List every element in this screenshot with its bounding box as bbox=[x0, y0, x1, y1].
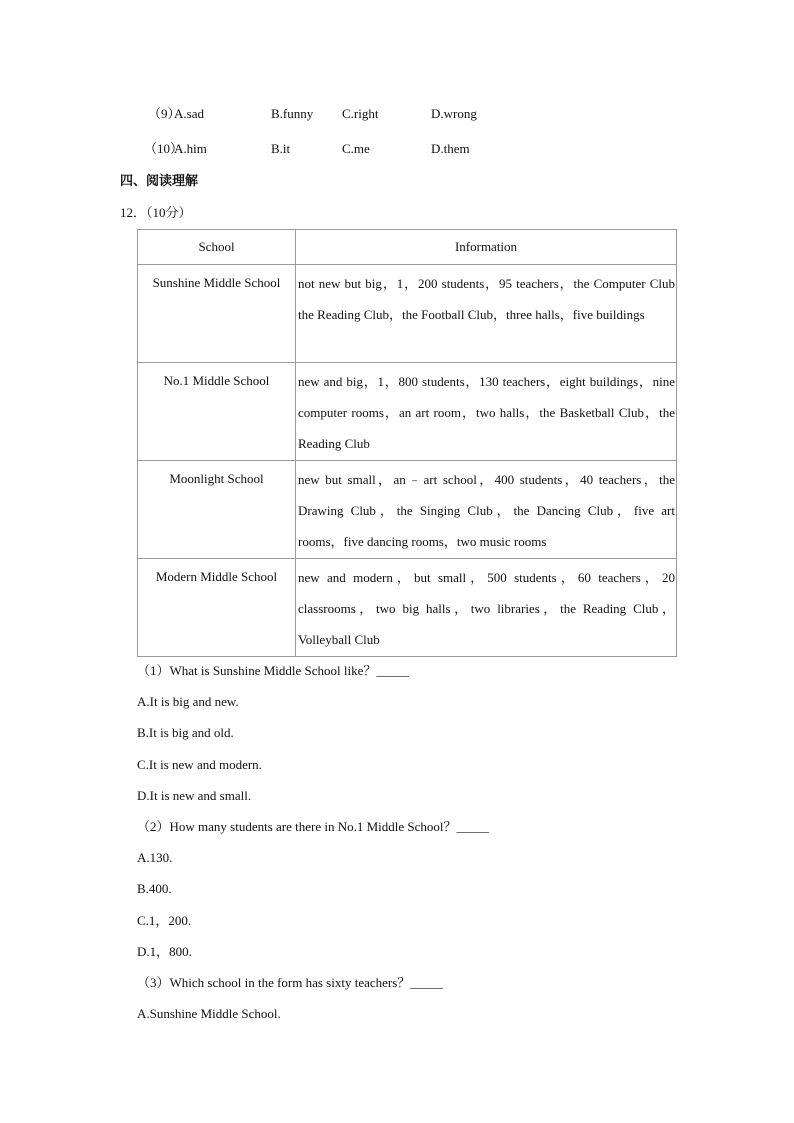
school-info: new and big，1，800 students，130 teachers，eight buildings，nine computer rooms，an art room，two halls，the Basketball Club，the Reading Club bbox=[296, 363, 677, 461]
school-name: No.1 Middle School bbox=[138, 363, 296, 461]
answer-option: B.It is big and old. bbox=[137, 725, 234, 740]
header-information: Information bbox=[296, 230, 677, 265]
answer-option: C.It is new and modern. bbox=[137, 757, 262, 772]
option-a: A.him bbox=[174, 141, 207, 156]
header-school: School bbox=[138, 230, 296, 265]
answer-option: A.It is big and new. bbox=[137, 694, 239, 709]
option-a: A.sad bbox=[174, 106, 204, 121]
table-row bbox=[138, 461, 677, 559]
option-c: C.me bbox=[342, 141, 370, 156]
school-name: Moonlight School bbox=[138, 461, 296, 559]
school-info: not new but big，1，200 students，95 teachers，the Computer Club the Reading Club，the Football Club，three halls，five buildings bbox=[296, 265, 677, 363]
answer-option: A.130. bbox=[137, 850, 173, 865]
table-row bbox=[138, 265, 677, 363]
option-d: D.them bbox=[431, 141, 470, 156]
school-info: new but small，an﹣art school，400 students，40 teachers，the Drawing Club，the Singing Club，the Dancing Club，five art rooms，five dancing rooms，two music rooms bbox=[296, 461, 677, 559]
option-c: C.right bbox=[342, 106, 379, 121]
answer-option: C.1，200. bbox=[137, 913, 192, 928]
question-stem: （2）How many students are there in No.1 Middle School？_____ bbox=[137, 819, 490, 834]
table-header-row bbox=[138, 230, 677, 265]
question-stem: （1）What is Sunshine Middle School like？_____ bbox=[137, 663, 409, 678]
answer-option: A.Sunshine Middle School. bbox=[137, 1006, 281, 1021]
option-number: （9） bbox=[148, 106, 181, 121]
school-name: Sunshine Middle School bbox=[138, 265, 296, 363]
section-title: 四、阅读理解 bbox=[120, 174, 199, 189]
answer-option: B.400. bbox=[137, 881, 172, 896]
option-d: D.wrong bbox=[431, 106, 477, 121]
school-name: Modern Middle School bbox=[138, 559, 296, 657]
answer-option: D.1，800. bbox=[137, 944, 192, 959]
table-row bbox=[138, 363, 677, 461]
school-info-table bbox=[137, 229, 677, 657]
option-number: （10） bbox=[144, 141, 184, 156]
question-stem: （3）Which school in the form has sixty teachers？_____ bbox=[137, 975, 443, 990]
school-info: new and modern，but small，500 students，60 teachers，20 classrooms，two big halls，two libraries，the Reading Club，Volleyball Club bbox=[296, 559, 677, 657]
table-row bbox=[138, 559, 677, 657]
option-b: B.funny bbox=[271, 106, 314, 121]
option-b: B.it bbox=[271, 141, 291, 156]
answer-option: D.It is new and small. bbox=[137, 788, 252, 803]
question-number: 12．（10分） bbox=[120, 205, 192, 220]
